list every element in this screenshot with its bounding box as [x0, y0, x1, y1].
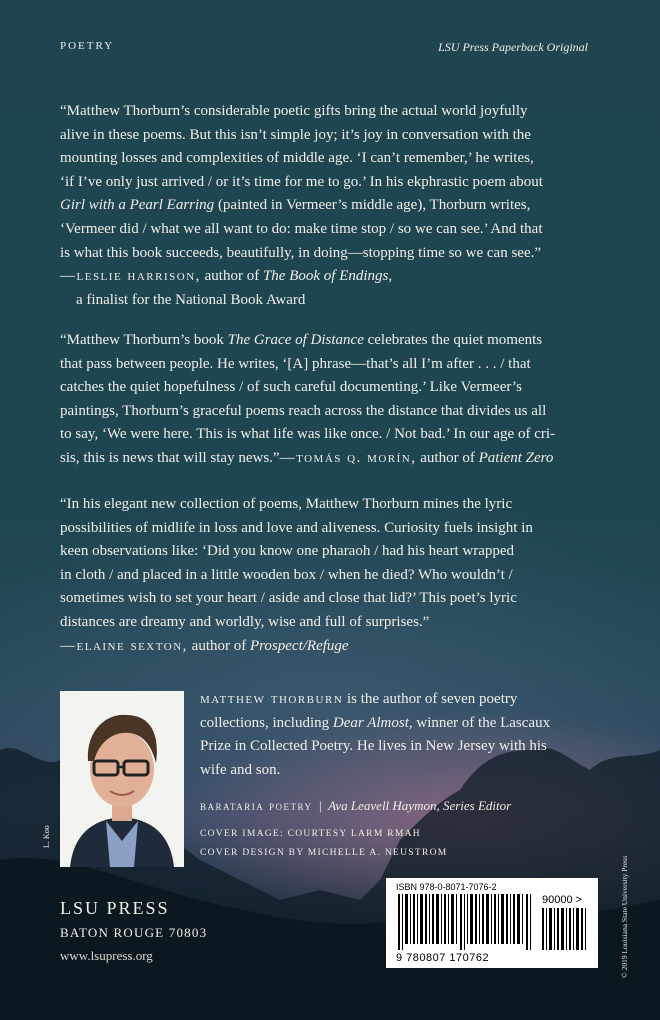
edition-label: LSU Press Paperback Original [438, 40, 588, 54]
price-barcode-bars [542, 908, 588, 950]
barcode-number: 9 780807 170762 [396, 952, 490, 964]
barcode-bars [398, 894, 534, 950]
blurb-quote-1: “Matthew Thorburn’s considerable poetic gifts bring the actual world joyfully alive in these poems. But this isn’t simple joy; it’s joy in conversation with the mounting losses and complexities of middle age. ‘I can’t remember,’ he writes, ‘if I’ve only just arrived / or it’s time for me to go.’ In his ekphrastic poem about Girl with a Pearl Earring (painted in Vermeer’s middle age), Thorburn writes, ‘Vermeer did / what we all want to do: make time stop / so we can see.’ And that is what this book succeeds, beautifully, in doing—stopping time so we can see.” —leslie harrison, author of The Book of Endings, a finalist for the National Book Award [60, 100, 608, 312]
blurb-quote-2: “Matthew Thorburn’s book The Grace of Distance celebrates the quiet moments that pass between people. He writes, ‘[A] phrase—that’s all I’m after . . . / that catches the quiet hopefulness / of such careful documenting.’ Like Vermeer’s paintings, Thorburn’s graceful poems reach across the distance that divides us all to say, ‘We were here. This is what life was like once. / Not bad.’ In our age of cri- sis, this is news that will stay news.”—tomás q. morín, author of Patient Zero [60, 332, 556, 466]
publisher-city: BATON ROUGE 70803 [60, 925, 208, 940]
blurb-attribution: —leslie harrison, author of The Book of Endings, [60, 268, 393, 285]
blurb-quote-3: “In his elegant new collection of poems, Matthew Thorburn mines the lyric possibilities of midlife in loss and love and aliveness. Curiosity fuels insight in keen observations like: ‘Did you know one pharaoh / had his heart wrapped in cloth / and placed in a little wooden box / when he died? Who wouldn’t / sometimes wish to set your heart / aside and close that lid?’ This poet’s lyric distances are dreamy and worldly, wise and full of surprises.” —elaine sexton, author of Prospect/Refuge [60, 496, 533, 654]
photo-credit: L. Koo [42, 825, 51, 848]
cover-image-credit: COVER IMAGE: COURTESY LARM RMAH [200, 829, 421, 839]
cover-design-credit: COVER DESIGN BY MICHELLE A. NEUSTROM [200, 848, 448, 858]
isbn-barcode [386, 878, 598, 968]
isbn-text: ISBN 978-0-8071-7076-2 [396, 882, 497, 892]
category-label: POETRY [60, 40, 115, 52]
author-name: matthew thorburn [200, 691, 344, 707]
author-photo [60, 691, 184, 867]
publisher-url[interactable]: www.lsupress.org [60, 948, 153, 963]
series-line: barataria poetry | Ava Leavell Haymon, Series Editor [200, 798, 512, 813]
author-bio: matthew thorburn is the author of seven poetry collections, including Dear Almost, winner of the Lascaux Prize in Collected Poetry. He lives in New Jersey with his wife and son. [200, 691, 551, 778]
price-code: 90000 > [542, 894, 583, 906]
publisher-name: LSU PRESS [60, 898, 170, 918]
copyright-notice: © 2019 Louisiana State University Press [620, 855, 629, 978]
